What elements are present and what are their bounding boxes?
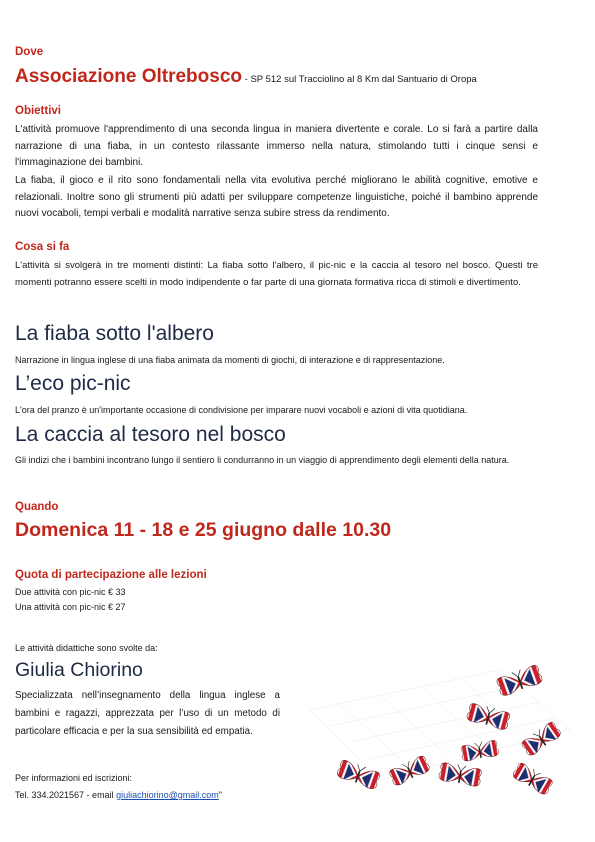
- place-name: Associazione Oltrebosco: [15, 66, 243, 87]
- butterflies-illustration: [300, 640, 580, 840]
- obiettivi-p2: La fiaba, il gioco e il rito sono fondamentali nella vita evolutiva perché migliorano le abilità cognitive, emotive e relazionali. Inoltre sono gli strumenti più adatti per sviluppare competenze linguistiche, poiché il bambino apprende nuovi vocaboli, tempi verbali e modalità narrative senza subire stress da rendimento.: [15, 175, 538, 219]
- place-address: - SP 512 sul Tracciolino al 8 Km dal Santuario di Oropa: [242, 74, 477, 85]
- butterfly-icon: [495, 663, 543, 697]
- butterfly-icon: [466, 702, 511, 731]
- moment-title-fiaba: La fiaba sotto l'albero: [15, 322, 214, 345]
- teacher-name: Giulia Chiorino: [15, 659, 143, 681]
- butterfly-icon: [336, 758, 382, 790]
- location-line: [15, 66, 477, 88]
- quota-line-2: Una attività con pic-nic € 27: [15, 602, 126, 612]
- cosa-text: L'attività si svolgerà in tre momenti distinti: La fiaba sotto l'albero, il pic-nic e la caccia al tesoro nel bosco. Questi tre momenti potranno essere scelti in modo indipendente o far parte di una giornata formativa ricca di stimoli e divertimento.: [15, 260, 538, 288]
- teacher-intro: Le attività didattiche sono svolte da:: [15, 643, 158, 653]
- obiettivi-p1: L'attività promuove l'apprendimento di una seconda lingua in maniera divertente e corale. Lo si farà a partire dalla narrazione di una fiaba, in un contesto rilassante immerso nella natura, stimolando tutti i cinque sensi e l'immaginazione dei bambini.: [15, 124, 538, 168]
- butterfly-icon: [438, 761, 482, 787]
- teacher-bio: Specializzata nell’insegnamento della lingua inglese a bambini e ragazzi, apprezzata per l’uso di un metodo di particolare efficacia e per la sua sensibilità ed empatia.: [15, 690, 280, 737]
- cosa-label: Cosa si fa: [15, 241, 70, 253]
- dove-label: Dove: [15, 46, 44, 58]
- event-date: Domenica 11 - 18 e 25 giugno dalle 10.30: [15, 519, 392, 541]
- contact-line: [15, 789, 222, 802]
- quando-label: Quando: [15, 501, 59, 513]
- quota-label: Quota di partecipazione alle lezioni: [15, 569, 207, 581]
- contact-phone: Tel. 334.2021567 - email: [15, 790, 117, 800]
- email-link[interactable]: giuliachiorino@gmail.com: [116, 790, 219, 800]
- moment-title-picnic: L’eco pic-nic: [15, 372, 131, 395]
- butterfly-icon: [460, 739, 499, 762]
- contact-label: Per informazioni ed iscrizioni:: [15, 773, 133, 783]
- moment-desc-caccia: Gli indizi che i bambini incontrano lungo il sentiero li condurranno in un viaggio di apprendimento degli elementi della natura.: [15, 455, 510, 465]
- moment-desc-picnic: L'ora del pranzo è un'importante occasione di condivisione per imparare nuovi vocaboli e azioni di vita quotidiana.: [15, 405, 468, 415]
- quota-line-1: Due attività con pic-nic € 33: [15, 587, 126, 597]
- obiettivi-label: Obiettivi: [15, 105, 62, 117]
- butterfly-icon: [511, 761, 554, 796]
- contact-suffix: ": [218, 790, 222, 800]
- moment-title-caccia: La caccia al tesoro nel bosco: [15, 423, 286, 446]
- butterfly-icon: [388, 754, 431, 787]
- moment-desc-fiaba: Narrazione in lingua inglese di una fiaba animata da momenti di giochi, di interazione e di rappresentazione.: [15, 355, 445, 365]
- butterfly-icon: [520, 720, 562, 757]
